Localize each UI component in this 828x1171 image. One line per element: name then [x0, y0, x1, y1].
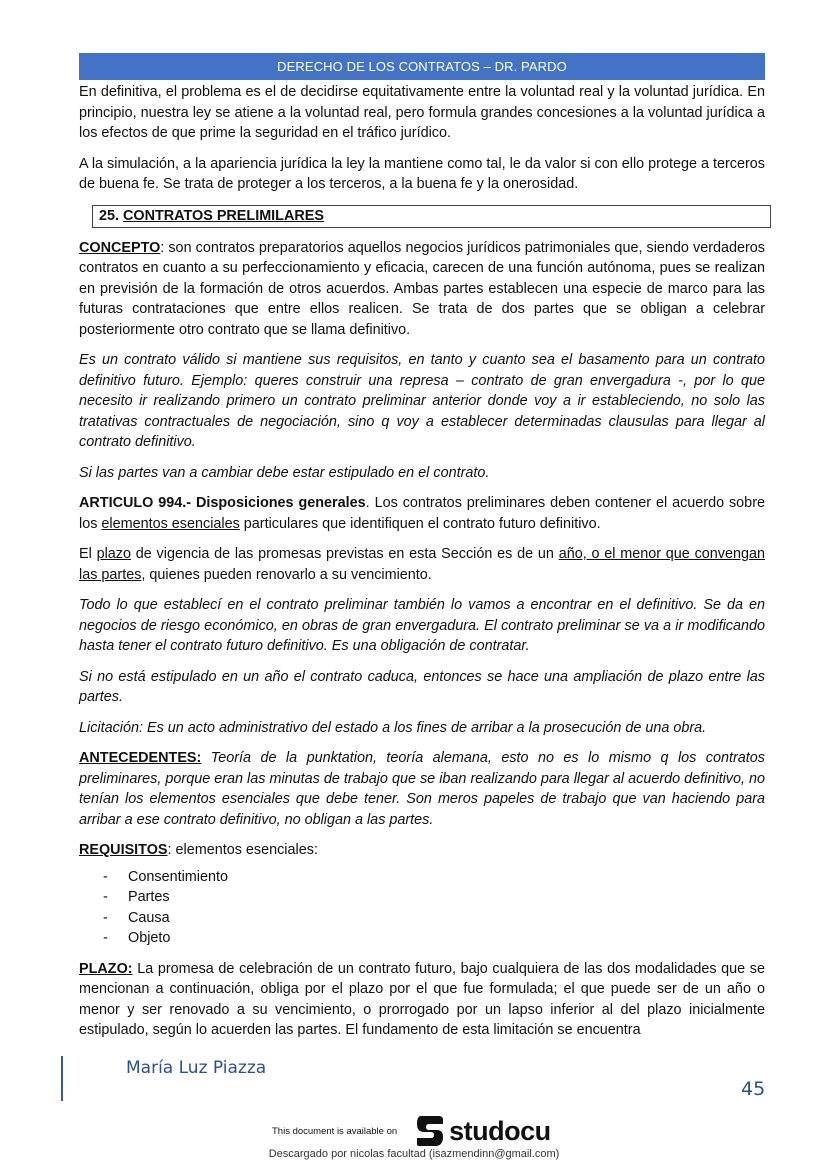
concepto-paragraph [79, 238, 765, 341]
italic-note: Si las partes van a cambiar debe estar estipulado en el contrato. [79, 464, 490, 481]
requisitos-paragraph [79, 840, 765, 861]
running-header: DERECHO DE LOS CONTRATOS – DR. PARDO [79, 53, 765, 80]
list-item-text: Consentimiento [128, 868, 228, 885]
list-item [79, 928, 765, 949]
list-item-text: Causa [128, 909, 170, 926]
concepto-text: : son contratos preparatorios aquellos negocios jurídicos patrimoniales que, siendo verdaderos contratos en cuanto a su perfeccionamiento y eficacia, carecen de una función autónoma, pues se realizan en previsión de la formación de otros acuerdos. Ambas partes establecen una especie de marco para las futuras contrataciones que entre ellos realicen. Se trata de dos partes que se obligan a celebrar posteriormente otro contrato que se llama definitivo. [79, 239, 765, 338]
section-heading [92, 205, 771, 228]
dash-bullet-icon: - [103, 868, 108, 885]
page-number: 45 [741, 1078, 766, 1100]
text: . Los contratos preliminares deben contener el acuerdo sobre los [79, 495, 765, 532]
plazo-text: La promesa de celebración de un contrato futuro, bajo cualquiera de las dos modalidades que se mencionan a continuación, obliga por el plazo por el que fue formulada; el que puede ser de un año o menor y ser renovado a su vencimiento, o prorrogado por un lapso inferior al del plazo inicialmente estipulado, según lo acuerden las partes. El fundamento de esta limitación se encuentra [79, 960, 765, 1038]
requisitos-label: REQUISITOS [79, 842, 168, 858]
download-notice: Descargado por nicolas facultad (isazmendinn@gmail.com) [268, 1148, 560, 1160]
italic-note: Licitación: Es un acto administrativo del estado a los fines de arribar a la prosecución de una obra. [79, 719, 707, 736]
antecedentes-paragraph [79, 748, 765, 830]
available-text: This document is available on [272, 1125, 398, 1137]
section-title: CONTRATOS PRELIMILARES [123, 207, 324, 224]
italic-note: Todo lo que establecí en el contrato preliminar también lo vamos a encontrar en el definitivo. Se da en negocios de riesgo económico, en obras de gran envergadura. El contrato preliminar se va a ir modificando hasta tener el contrato futuro definitivo. Es una obligación de contratar. [79, 597, 765, 654]
underlined-text: año, o el menor que convengan las partes [79, 546, 765, 583]
italic-note: Si no está estipulado en un año el contrato caduca, entonces se hace una ampliación de plazo entre las partes. [79, 668, 765, 705]
text: , quienes pueden renovarlo a su vencimiento. [141, 566, 432, 583]
footer-author: María Luz Piazza [126, 1058, 267, 1078]
list-item-text: Partes [128, 889, 170, 905]
dash-bullet-icon: - [103, 930, 108, 946]
underlined-text: plazo [96, 546, 131, 562]
studocu-logo-text: studocu [449, 1115, 551, 1146]
paragraph: A la simulación, a la apariencia jurídica la ley la mantiene como tal, le da valor si con ello protege a terceros de buena fe. Se trata de proteger a los terceros, a la buena fe y la onerosidad. [79, 155, 765, 192]
concepto-label: CONCEPTO [79, 239, 161, 256]
underlined-text: elementos esenciales [101, 515, 240, 532]
text: El [79, 546, 97, 562]
dash-bullet-icon: - [103, 909, 108, 926]
requisitos-text: : elementos esenciales: [167, 842, 318, 858]
dash-bullet-icon: - [103, 889, 108, 905]
section-number: 25. [99, 207, 120, 224]
list-item [79, 908, 765, 929]
studocu-logo[interactable] [415, 1114, 551, 1148]
articulo-label: ARTICULO 994.- Disposiciones generales [79, 495, 366, 511]
footer-divider [61, 1056, 63, 1101]
plazo-article-paragraph [79, 544, 765, 585]
list-item [79, 887, 765, 908]
studocu-banner[interactable] [272, 1113, 572, 1149]
text: de vigencia de las promesas previstas en esta Sección es de un [130, 546, 559, 562]
antecedentes-text: Teoría de la punktation, teoría alemana, esto no es lo mismo q los contratos preliminares, porque eran las minutas de trabajo que se iban realizando para llegar al acuerdo definitivo, no tenían los elementos esenciales que debe tener. Son meros papeles de trabajo que van haciendo para arribar a ese contrato definitivo, no obligan a las partes. [79, 750, 765, 828]
studocu-logo-icon [415, 1114, 445, 1148]
list-item [79, 867, 765, 888]
text: particulares que identifiquen el contrato futuro definitivo. [239, 515, 601, 532]
articulo-paragraph [79, 493, 765, 534]
requisitos-list [79, 867, 765, 949]
paragraph: En definitiva, el problema es el de decidirse equitativamente entre la voluntad real y la voluntad jurídica. En principio, nuestra ley se atiene a la voluntad real, pero formula grandes concesiones a la voluntad jurídica a los efectos de que prime la seguridad en el tráfico jurídico. [79, 84, 765, 141]
plazo-paragraph [79, 959, 765, 1041]
italic-note: Es un contrato válido si mantiene sus requisitos, en tanto y cuanto sea el basamento para un contrato definitivo futuro. Ejemplo: queres construir una represa – contrato de gran envergadura -, por lo que necesito ir realizando primero un contrato preliminar anterior donde voy a ir estableciendo, no solo las tratativas contractuales de negociación, sino q voy a establecer determinadas clausulas para llegar al contrato definitivo. [79, 352, 765, 450]
list-item-text: Objeto [128, 930, 171, 946]
antecedentes-label: ANTECEDENTES: [79, 750, 202, 766]
document-body [79, 82, 765, 1051]
plazo-label: PLAZO: [79, 960, 133, 977]
